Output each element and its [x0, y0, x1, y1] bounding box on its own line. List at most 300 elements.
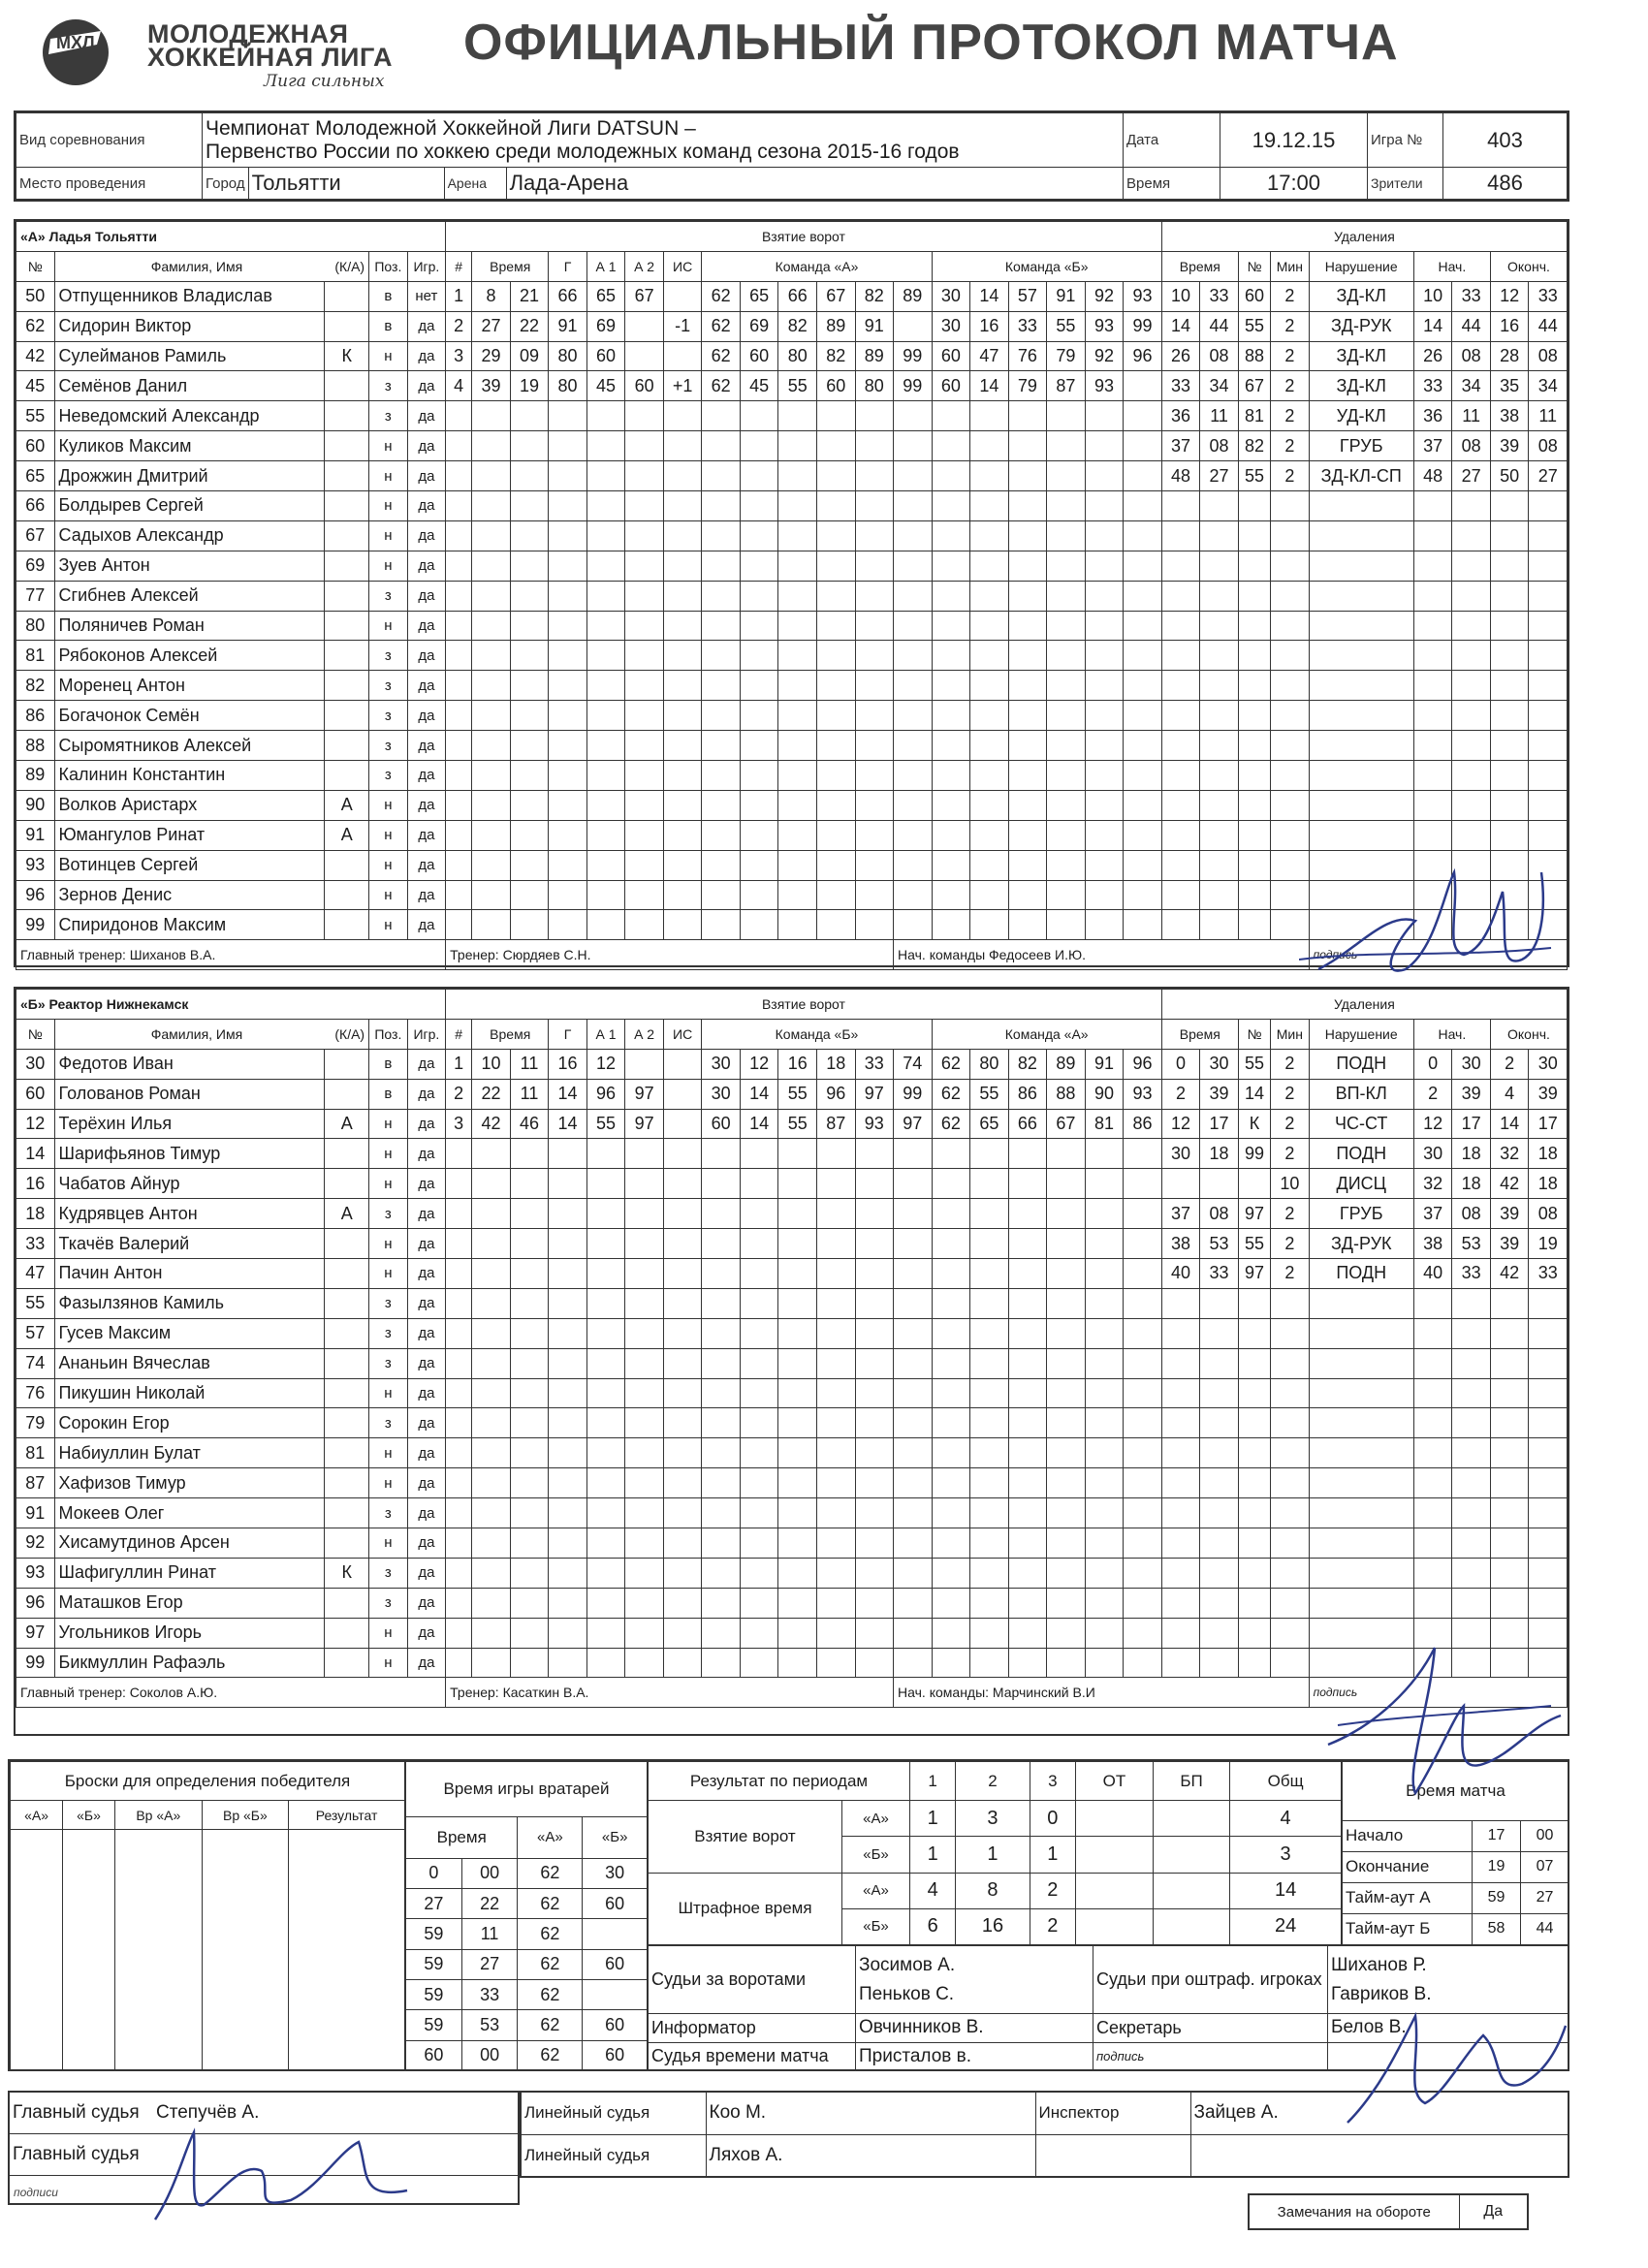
team-b-col-team-1: Команда «Б» — [702, 1019, 932, 1049]
team-a-goal-onice-1: 60 — [740, 341, 778, 371]
team-b-player-name: Хисамутдинов Арсен — [54, 1528, 325, 1559]
team-b-pen-end-sec: 08 — [1529, 1199, 1568, 1229]
team-a-player-ka — [325, 371, 369, 401]
team-a-col-pos: Поз. — [369, 251, 408, 281]
team-a-goal-a2 — [625, 311, 664, 341]
team-a-player-play: да — [407, 850, 446, 880]
team-b-goal-onice-1: 12 — [740, 1049, 778, 1079]
goalie-time-min: 0 — [406, 1858, 462, 1888]
team-a-goal-onice-2: 33 — [1008, 311, 1047, 341]
team-b-row — [16, 1229, 1568, 1259]
team-a-player-name: Болдырев Сергей — [54, 491, 325, 521]
team-a-goal-onice-1: 65 — [740, 281, 778, 311]
team-b-pen-min: 0 — [1161, 1049, 1200, 1079]
team-a-player-name: Волков Аристарх — [54, 790, 325, 820]
team-a-goal-onice-1: 55 — [778, 371, 817, 401]
period-goals-a-so — [1153, 1801, 1229, 1837]
period-col-2: 2 — [956, 1762, 1030, 1801]
team-a-col-end: Оконч. — [1490, 251, 1567, 281]
team-a-row — [16, 401, 1568, 431]
team-b-row — [16, 1288, 1568, 1318]
team-a-col-name: Фамилия, Имя (К/А) — [54, 251, 369, 281]
team-a-player-pos: н — [369, 491, 408, 521]
informer-label: Информатор — [649, 2014, 856, 2043]
period-pim-b-1: 6 — [910, 1908, 956, 1944]
team-a-player-play: да — [407, 581, 446, 611]
team-a-pen-start-min: 36 — [1413, 401, 1452, 431]
team-a-player-ka — [325, 491, 369, 521]
team-a-player-play: да — [407, 761, 446, 791]
team-a-goal-onice-2: 76 — [1008, 341, 1047, 371]
team-a-player-ka — [325, 880, 369, 910]
team-a-pen-min: 37 — [1161, 431, 1200, 461]
team-a-pen-start-sec: 34 — [1452, 371, 1491, 401]
team-a-goal-min: 39 — [472, 371, 511, 401]
team-a-player-play: да — [407, 520, 446, 551]
team-b-goal-onice-1: 93 — [855, 1109, 894, 1139]
team-a-goal-onice-1: 82 — [855, 281, 894, 311]
team-a-player-pos: в — [369, 311, 408, 341]
team-a-col-start: Нач. — [1413, 251, 1490, 281]
team-b-player-name: Ткачёв Валерий — [54, 1229, 325, 1259]
remarks-label: Замечания на обороте — [1250, 2195, 1459, 2228]
team-b-goal-onice-1: 18 — [816, 1049, 855, 1079]
team-b-player-ka — [325, 1169, 369, 1199]
team-b-player-pos: в — [369, 1049, 408, 1079]
team-b-player-no: 60 — [16, 1079, 55, 1109]
team-b-pen-start-sec: 18 — [1452, 1169, 1491, 1199]
team-a-pen-sec: 44 — [1200, 311, 1239, 341]
match-info-box — [14, 110, 1569, 202]
team-a-player-name: Дрожжин Дмитрий — [54, 461, 325, 491]
goalie-time-a: 62 — [518, 2010, 583, 2040]
team-a-signature-label: подпись — [1309, 940, 1567, 970]
goalie-time-row — [406, 2010, 648, 2040]
team-b-player-play: да — [407, 1079, 446, 1109]
team-a-row — [16, 820, 1568, 850]
team-b-pen-sec — [1200, 1169, 1239, 1199]
team-b-player-pos: н — [369, 1648, 408, 1678]
match-time-sec: 44 — [1521, 1913, 1569, 1944]
secretary-signature-label: подпись — [1093, 2042, 1328, 2071]
period-pim-b-so — [1153, 1908, 1229, 1944]
team-a-pen-end-sec: 44 — [1529, 311, 1568, 341]
team-a-pen-min: 26 — [1161, 341, 1200, 371]
team-b-player-no: 76 — [16, 1378, 55, 1408]
team-b-pen-end-sec: 30 — [1529, 1049, 1568, 1079]
period-pim-b-2: 16 — [956, 1908, 1030, 1944]
linesman1-label: Линейный судья — [522, 2093, 706, 2134]
secretary-value: Белов В. — [1328, 2014, 1569, 2043]
team-b-pen-sec: 33 — [1200, 1259, 1239, 1289]
period-results-table — [648, 1761, 1342, 1945]
team-a-goal-is: +1 — [663, 371, 702, 401]
team-b-goal-onice-1: 30 — [702, 1049, 741, 1079]
team-a-row — [16, 431, 1568, 461]
team-a-player-pos: н — [369, 551, 408, 581]
goalie-time-sec: 00 — [461, 1858, 518, 1888]
team-b-col-pos: Поз. — [369, 1019, 408, 1049]
team-b-pen-start-min: 32 — [1413, 1169, 1452, 1199]
team-b-pen-start-min: 40 — [1413, 1259, 1452, 1289]
team-b-row — [16, 1169, 1568, 1199]
team-b-row — [16, 1558, 1568, 1588]
period-goals-b-so — [1153, 1837, 1229, 1873]
team-b-row — [16, 1498, 1568, 1528]
team-b-col-offense: Нарушение — [1309, 1019, 1413, 1049]
team-a-player-name: Сгибнев Алексей — [54, 581, 325, 611]
team-a-row — [16, 701, 1568, 731]
team-b-player-pos: н — [369, 1468, 408, 1498]
team-b-pen-start-min: 12 — [1413, 1109, 1452, 1139]
team-b-player-no: 93 — [16, 1558, 55, 1588]
goalie-time-row — [406, 1858, 648, 1888]
team-b-player-pos: з — [369, 1348, 408, 1378]
team-a-col-time: Время — [472, 251, 549, 281]
goalie-time-sec: 00 — [461, 2040, 518, 2070]
goalie-time-min: 59 — [406, 2010, 462, 2040]
team-b-player-no: 92 — [16, 1528, 55, 1559]
team-b-pen-minutes: 2 — [1271, 1109, 1310, 1139]
team-a-goal-a1: 60 — [586, 341, 625, 371]
team-a-pen-end-min: 28 — [1490, 341, 1529, 371]
team-a-goal-onice-2: 30 — [932, 311, 970, 341]
goalie-time-a: 62 — [518, 1980, 583, 2010]
team-a-player-ka — [325, 520, 369, 551]
team-b-player-name: Сорокин Егор — [54, 1408, 325, 1438]
page-title: ОФИЦИАЛЬНЫЙ ПРОТОКОЛ МАТЧА — [463, 15, 1399, 71]
team-a-pen-sec: 08 — [1200, 431, 1239, 461]
team-a-player-name: Куликов Максим — [54, 431, 325, 461]
team-b-player-pos: з — [369, 1318, 408, 1348]
team-a-goal-onice-2: 57 — [1008, 281, 1047, 311]
team-b-player-name: Гусев Максим — [54, 1318, 325, 1348]
team-b-player-pos: з — [369, 1588, 408, 1618]
team-a-player-ka — [325, 431, 369, 461]
team-b-col-play: Игр. — [407, 1019, 446, 1049]
match-time-min: 59 — [1473, 1882, 1521, 1913]
team-b-player-name: Терёхин Илья — [54, 1109, 325, 1139]
team-b-player-pos: з — [369, 1288, 408, 1318]
team-b-row — [16, 1049, 1568, 1079]
team-a-pen-start-sec: 11 — [1452, 401, 1491, 431]
team-b-player-ka: А — [325, 1199, 369, 1229]
team-b-player-no: 47 — [16, 1259, 55, 1289]
team-b-col-pen-time: Время — [1161, 1019, 1238, 1049]
team-a-goal-is — [663, 341, 702, 371]
team-b-col-pen-no: № — [1238, 1019, 1270, 1049]
team-a-player-pos: з — [369, 581, 408, 611]
team-b-pen-min: 40 — [1161, 1259, 1200, 1289]
team-b-player-ka — [325, 1588, 369, 1618]
team-a-player-no: 88 — [16, 731, 55, 761]
team-b-goal-onice-1: 99 — [894, 1079, 933, 1109]
team-b-row — [16, 1259, 1568, 1289]
team-b-player-pos: н — [369, 1438, 408, 1468]
team-b-goal-onice-1: 96 — [816, 1079, 855, 1109]
team-b-goal-onice-1: 33 — [855, 1049, 894, 1079]
team-a-pen-start-min: 33 — [1413, 371, 1452, 401]
team-b-pen-min — [1161, 1169, 1200, 1199]
team-b-player-ka — [325, 1408, 369, 1438]
team-b-pen-start-sec: 18 — [1452, 1139, 1491, 1169]
team-a-pen-end-min: 39 — [1490, 431, 1529, 461]
team-b-head-coach: Главный тренер: Соколов А.Ю. — [16, 1678, 446, 1708]
team-b-pen-minutes: 2 — [1271, 1229, 1310, 1259]
goalie-time-b: 60 — [583, 2010, 648, 2040]
team-a-goal-onice-2: 96 — [1124, 341, 1162, 371]
team-b-pen-offense: ЗД-РУК — [1309, 1229, 1413, 1259]
team-a-player-ka — [325, 401, 369, 431]
team-b-player-no: 97 — [16, 1618, 55, 1648]
team-b-goal-min: 42 — [472, 1109, 511, 1139]
team-b-row — [16, 1109, 1568, 1139]
team-a-player-name: Зернов Денис — [54, 880, 325, 910]
team-b-pen-start-min: 38 — [1413, 1229, 1452, 1259]
team-a-goal-is: -1 — [663, 311, 702, 341]
match-time-row — [1343, 1882, 1569, 1913]
team-b-row — [16, 1528, 1568, 1559]
team-a-pen-end-sec: 08 — [1529, 431, 1568, 461]
team-b-pen-end-min: 42 — [1490, 1169, 1529, 1199]
team-a-goal-sec: 09 — [510, 341, 549, 371]
team-a-goal-onice-2: 55 — [1047, 311, 1086, 341]
team-b-player-name: Набиуллин Булат — [54, 1438, 325, 1468]
team-a-row — [16, 520, 1568, 551]
team-a-pen-offense: ЗД-КЛ — [1309, 371, 1413, 401]
team-a-pen-sec: 34 — [1200, 371, 1239, 401]
team-b-pen-player: 99 — [1238, 1139, 1270, 1169]
competition-label: Вид соревнования — [16, 113, 203, 168]
team-a-row — [16, 731, 1568, 761]
period-goals-a-total: 4 — [1230, 1801, 1342, 1837]
team-a-player-ka — [325, 461, 369, 491]
team-b-player-play: да — [407, 1109, 446, 1139]
team-a-goal-sec: 19 — [510, 371, 549, 401]
team-a-player-pos: з — [369, 671, 408, 701]
team-b-pen-sec: 18 — [1200, 1139, 1239, 1169]
team-b-player-no: 33 — [16, 1229, 55, 1259]
match-time-sec: 27 — [1521, 1882, 1569, 1913]
team-b-goal-sec: 11 — [510, 1049, 549, 1079]
team-b-goal-onice-1: 55 — [778, 1109, 817, 1139]
team-a-player-no: 80 — [16, 611, 55, 641]
team-b-pen-end-sec: 19 — [1529, 1229, 1568, 1259]
team-a-player-no: 60 — [16, 431, 55, 461]
team-a-pen-minutes: 2 — [1271, 431, 1310, 461]
team-b-row — [16, 1468, 1568, 1498]
team-a-col-g: Г — [549, 251, 587, 281]
venue-label: Место проведения — [16, 168, 203, 200]
team-b-goal-onice-2: 62 — [932, 1049, 970, 1079]
team-b-pen-end-sec: 39 — [1529, 1079, 1568, 1109]
team-b-player-ka — [325, 1618, 369, 1648]
team-b-goal-onice-2: 89 — [1047, 1049, 1086, 1079]
team-b-player-ka — [325, 1079, 369, 1109]
team-a-goal-onice-2: 60 — [932, 371, 970, 401]
period-pim-b-ot — [1075, 1908, 1153, 1944]
team-b-player-name: Чабатов Айнур — [54, 1169, 325, 1199]
game-no-label: Игра № — [1368, 113, 1443, 168]
team-a-goal-onice-2: 16 — [970, 311, 1009, 341]
team-b-player-no: 87 — [16, 1468, 55, 1498]
team-b-goal-onice-1: 55 — [778, 1079, 817, 1109]
team-a-pen-start-min: 14 — [1413, 311, 1452, 341]
team-a-player-no: 62 — [16, 311, 55, 341]
team-a-player-play: да — [407, 551, 446, 581]
team-b-player-no: 99 — [16, 1648, 55, 1678]
team-a-player-play: да — [407, 701, 446, 731]
team-a-player-pos: н — [369, 520, 408, 551]
team-a-goal-onice-1: 80 — [855, 371, 894, 401]
penalty-judges-label: Судьи при оштраф. игроках — [1093, 1946, 1328, 2014]
penalty-judge-2: Гавриков В. — [1331, 1983, 1432, 2004]
team-b-goal-onice-2: 65 — [970, 1109, 1009, 1139]
team-b-player-pos: н — [369, 1618, 408, 1648]
team-b-goal-onice-1: 16 — [778, 1049, 817, 1079]
team-a-pen-end-min: 35 — [1490, 371, 1529, 401]
goalie-time-b: 60 — [583, 2040, 648, 2070]
logo-line2: ХОККЕЙНАЯ ЛИГА — [147, 43, 394, 72]
team-a-player-no: 86 — [16, 701, 55, 731]
team-a-goal-onice-2: 92 — [1085, 341, 1124, 371]
team-b-player-ka: А — [325, 1109, 369, 1139]
team-b-coach: Тренер: Касаткин В.А. — [446, 1678, 894, 1708]
match-time-title: Время матча — [1343, 1762, 1569, 1821]
team-a-goal-scorer: 66 — [549, 281, 587, 311]
shootout-col-result: Результат — [289, 1801, 405, 1830]
period-goals-b-total: 3 — [1230, 1837, 1342, 1873]
team-a-goal-onice-1: 60 — [816, 371, 855, 401]
team-b-player-name: Федотов Иван — [54, 1049, 325, 1079]
team-b-goal-scorer: 14 — [549, 1109, 587, 1139]
team-b-player-no: 81 — [16, 1438, 55, 1468]
team-b-pen-start-sec: 30 — [1452, 1049, 1491, 1079]
team-a-player-no: 99 — [16, 910, 55, 940]
referee1-value: Степучёв А. — [153, 2093, 518, 2133]
team-a-player-pos: н — [369, 820, 408, 850]
team-a-goal-a1: 65 — [586, 281, 625, 311]
team-b-goal-onice-1: 87 — [816, 1109, 855, 1139]
team-b-row — [16, 1588, 1568, 1618]
team-b-goal-a1: 55 — [586, 1109, 625, 1139]
team-b-player-play: да — [407, 1558, 446, 1588]
team-a-goal-a2 — [625, 341, 664, 371]
team-a-player-no: 69 — [16, 551, 55, 581]
team-b-player-ka — [325, 1318, 369, 1348]
team-b-goal-onice-1: 97 — [894, 1109, 933, 1139]
team-b-player-play: да — [407, 1288, 446, 1318]
team-a-player-ka: А — [325, 820, 369, 850]
period-results-title: Результат по периодам — [649, 1762, 910, 1801]
team-b-player-play: да — [407, 1229, 446, 1259]
team-a-player-pos: з — [369, 401, 408, 431]
team-a-col-no: № — [16, 251, 55, 281]
team-b-section — [14, 987, 1569, 1736]
team-b-pen-offense: ПОДН — [1309, 1049, 1413, 1079]
team-a-player-pos: в — [369, 281, 408, 311]
officials-table — [648, 1945, 1569, 2071]
team-a-team-chief: Нач. команды Федосеев И.Ю. — [894, 940, 1310, 970]
logo-line1: МОЛОДЕЖНАЯ — [147, 19, 349, 48]
spectators-value: 486 — [1443, 168, 1568, 200]
team-b-goal-no: 2 — [446, 1079, 472, 1109]
team-a-player-play: да — [407, 491, 446, 521]
goalie-time-b — [583, 1919, 648, 1949]
team-b-pen-minutes: 2 — [1271, 1259, 1310, 1289]
team-a-pen-end-sec: 11 — [1529, 401, 1568, 431]
penalty-judge-1: Шиханов Р. — [1331, 1954, 1427, 1975]
team-a-goal-onice-1: 99 — [894, 371, 933, 401]
team-b-player-no: 96 — [16, 1588, 55, 1618]
shootout-col-a: «А» — [11, 1801, 63, 1830]
team-a-player-no: 66 — [16, 491, 55, 521]
team-a-pen-start-min: 26 — [1413, 341, 1452, 371]
team-a-goal-a2: 60 — [625, 371, 664, 401]
league-logo — [41, 14, 428, 91]
team-a-row — [16, 761, 1568, 791]
team-b-player-play: да — [407, 1199, 446, 1229]
team-a-row — [16, 611, 1568, 641]
team-a-player-no: 50 — [16, 281, 55, 311]
period-team-b-label: «Б» — [842, 1837, 910, 1873]
team-b-goal-onice-1: 30 — [702, 1079, 741, 1109]
arena-label: Арена — [444, 168, 506, 200]
period-col-1: 1 — [910, 1762, 956, 1801]
team-a-player-play: да — [407, 731, 446, 761]
team-a-player-pos: н — [369, 880, 408, 910]
team-b-pen-start-sec: 53 — [1452, 1229, 1491, 1259]
team-a-pen-player: 81 — [1238, 401, 1270, 431]
team-b-row — [16, 1648, 1568, 1678]
referees-box — [8, 2091, 520, 2205]
team-a-player-name: Отпущенников Владислав — [54, 281, 325, 311]
period-col-ot: ОТ — [1075, 1762, 1153, 1801]
team-b-player-no: 18 — [16, 1199, 55, 1229]
team-a-row — [16, 551, 1568, 581]
team-a-player-ka — [325, 581, 369, 611]
period-col-so: БП — [1153, 1762, 1229, 1801]
team-a-player-name: Богачонок Семён — [54, 701, 325, 731]
team-a-goal-onice-1: 62 — [702, 341, 741, 371]
team-a-player-play: да — [407, 371, 446, 401]
team-b-pen-end-sec: 18 — [1529, 1169, 1568, 1199]
referee1-label: Главный судья — [10, 2093, 153, 2133]
team-b-player-pos: н — [369, 1229, 408, 1259]
team-b-row — [16, 1079, 1568, 1109]
goal-judges — [856, 1946, 1093, 2014]
team-b-player-ka — [325, 1259, 369, 1289]
team-a-pen-offense: ГРУБ — [1309, 431, 1413, 461]
period-goals-a-ot — [1075, 1801, 1153, 1837]
team-b-player-no: 30 — [16, 1049, 55, 1079]
team-b-pen-sec: 39 — [1200, 1079, 1239, 1109]
team-b-col-ka: (К/А) — [334, 1025, 365, 1042]
team-b-player-no: 55 — [16, 1288, 55, 1318]
team-b-goal-is — [663, 1109, 702, 1139]
team-b-pen-player: 97 — [1238, 1259, 1270, 1289]
goalie-time-min: 60 — [406, 2040, 462, 2070]
team-b-goal-min: 22 — [472, 1079, 511, 1109]
team-a-player-ka — [325, 281, 369, 311]
goalie-time-row — [406, 2040, 648, 2070]
team-a-goal-onice-1: 82 — [816, 341, 855, 371]
linesman2-label: Линейный судья — [522, 2134, 706, 2176]
team-b-goal-onice-2: 88 — [1047, 1079, 1086, 1109]
team-b-player-name: Ананьин Вячеслав — [54, 1348, 325, 1378]
team-b-player-pos: н — [369, 1378, 408, 1408]
team-a-pen-end-min: 38 — [1490, 401, 1529, 431]
